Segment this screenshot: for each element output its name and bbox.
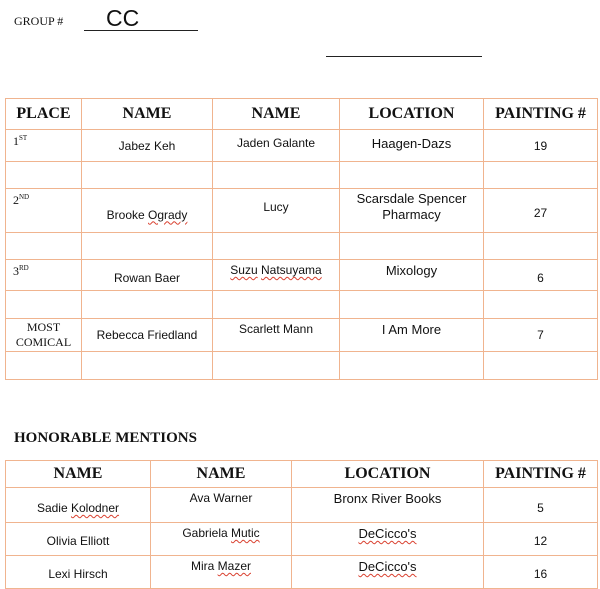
- table-row: [6, 488, 598, 523]
- place-suffix: RD: [19, 264, 29, 272]
- spacer-row: [6, 162, 598, 189]
- painting-cell: 12: [484, 523, 598, 556]
- group-value: CC: [84, 6, 198, 31]
- location-cell: [292, 556, 484, 589]
- painting-cell: 27: [484, 189, 598, 233]
- header-painting: PAINTING #: [484, 99, 598, 130]
- place-suffix: ND: [19, 193, 30, 201]
- location-cell: Mixology: [340, 260, 484, 291]
- name-cell: Olivia Elliott: [6, 523, 151, 556]
- place-suffix: ST: [19, 134, 28, 142]
- name-cell: Brooke Ogrady: [82, 189, 213, 233]
- spacer-row: [6, 291, 598, 319]
- name-cell: Rebecca Friedland: [82, 319, 213, 352]
- misspelled-word: Kolodner: [70, 501, 120, 515]
- name-cell: Lucy: [213, 189, 340, 233]
- location-cell: I Am More: [340, 319, 484, 352]
- place-number: 2: [13, 193, 19, 207]
- header-name: NAME: [213, 99, 340, 130]
- name-cell: Gabriela Mutic: [151, 523, 292, 556]
- table-row: [6, 319, 598, 352]
- table-row: [6, 556, 598, 589]
- name-cell: Lexi Hirsch: [6, 556, 151, 589]
- name-cell: Sadie Kolodner: [6, 488, 151, 523]
- painting-cell: 16: [484, 556, 598, 589]
- table-row: [6, 260, 598, 291]
- painting-cell: 19: [484, 130, 598, 162]
- blank-signature-line: [326, 56, 482, 57]
- place-number: 1: [13, 134, 19, 148]
- location-cell: Bronx River Books: [292, 488, 484, 523]
- header-location: LOCATION: [340, 99, 484, 130]
- header-name: NAME: [82, 99, 213, 130]
- place-cell: MOST COMICAL: [6, 319, 82, 352]
- table-row: [6, 130, 598, 162]
- header-name: NAME: [151, 461, 292, 488]
- location-cell: [292, 523, 484, 556]
- misspelled-word: Mutic: [231, 526, 260, 540]
- header-location: LOCATION: [292, 461, 484, 488]
- table-header-row: [6, 99, 598, 130]
- spacer-row: [6, 352, 598, 380]
- place-number: 3: [13, 264, 19, 278]
- table-row: [6, 189, 598, 233]
- placements-table: [5, 98, 598, 380]
- misspelled-word: Natsuyama: [261, 263, 322, 277]
- misspelled-word: Suzu: [230, 263, 258, 277]
- painting-cell: 7: [484, 319, 598, 352]
- name-cell: [213, 260, 340, 291]
- misspelled-word: Mazer: [217, 559, 251, 573]
- name-cell: Jabez Keh: [82, 130, 213, 162]
- name-cell: Jaden Galante: [213, 130, 340, 162]
- name-cell: Scarlett Mann: [213, 319, 340, 352]
- header-painting: PAINTING #: [484, 461, 598, 488]
- painting-cell: 6: [484, 260, 598, 291]
- header-place: PLACE: [6, 99, 82, 130]
- place-cell: [6, 189, 82, 233]
- name-cell: Rowan Baer: [82, 260, 213, 291]
- misspelled-word: DeCicco's: [358, 559, 417, 574]
- place-cell: [6, 130, 82, 162]
- location-cell: Scarsdale Spencer Pharmacy: [340, 189, 484, 233]
- header-name: NAME: [6, 461, 151, 488]
- misspelled-word: DeCicco's: [358, 526, 417, 541]
- table-header-row: [6, 461, 598, 488]
- section-title: HONORABLE MENTIONS: [14, 430, 197, 446]
- honorable-mentions-table: [5, 460, 598, 589]
- table-row: [6, 523, 598, 556]
- name-cell: Mira Mazer: [151, 556, 292, 589]
- place-cell: [6, 260, 82, 291]
- name-cell: Ava Warner: [151, 488, 292, 523]
- spacer-row: [6, 233, 598, 260]
- painting-cell: 5: [484, 488, 598, 523]
- group-label: GROUP #: [14, 14, 64, 28]
- location-cell: Haagen-Dazs: [340, 130, 484, 162]
- misspelled-word: Ogrady: [148, 207, 188, 222]
